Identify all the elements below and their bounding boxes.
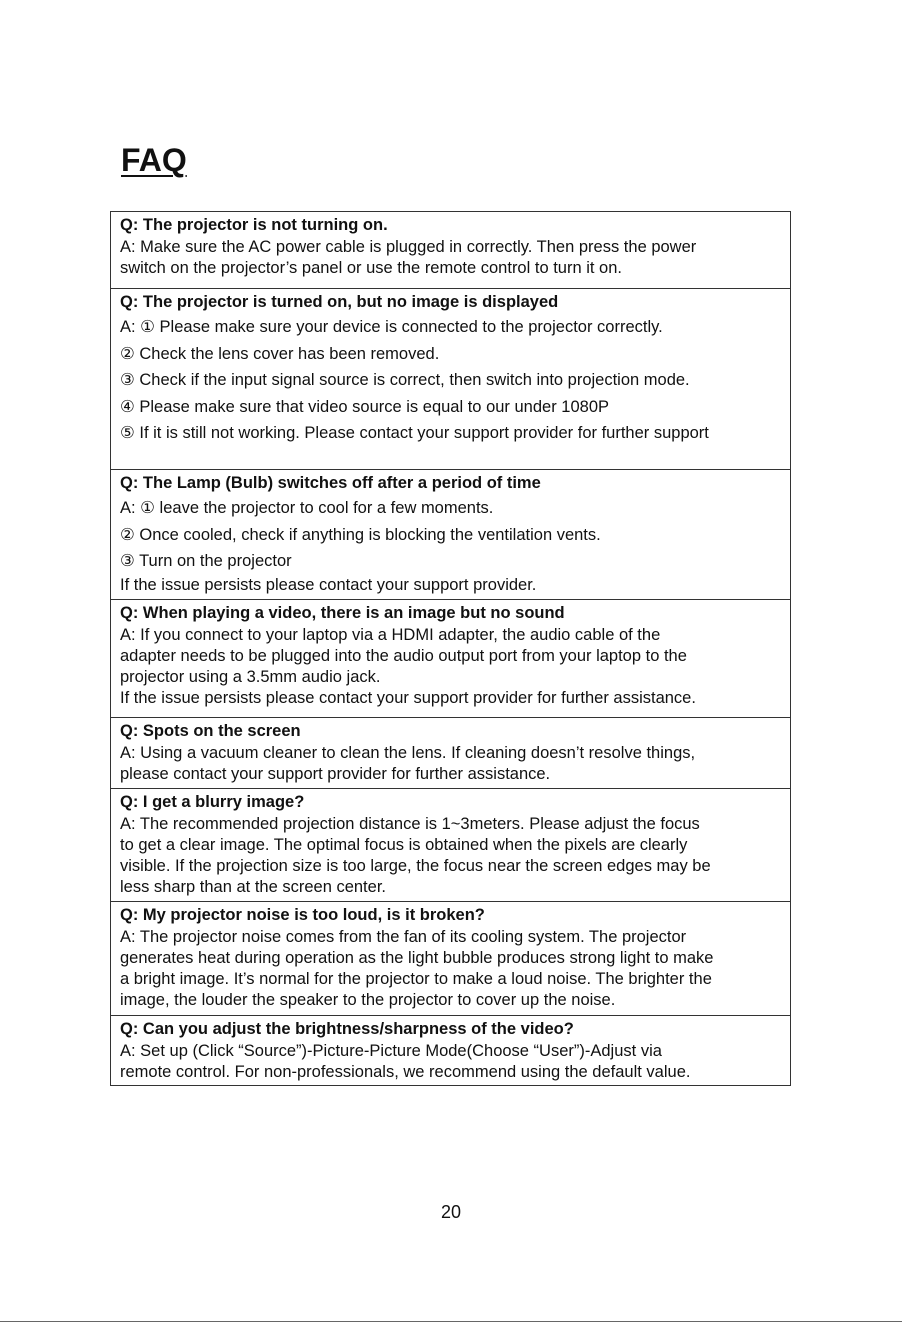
faq-question: Q: When playing a video, there is an image but no sound xyxy=(120,604,565,622)
faq-answer-line: A: Using a vacuum cleaner to clean the lens. If cleaning doesn’t resolve things, xyxy=(120,744,696,762)
faq-question: Q: Can you adjust the brightness/sharpness of the video? xyxy=(120,1020,574,1038)
faq-answer-line: adapter needs to be plugged into the audio output port from your laptop to the xyxy=(120,647,687,665)
faq-item-spots xyxy=(111,717,790,788)
faq-item-power xyxy=(111,212,790,288)
faq-answer-line: remote control. For non-professionals, we recommend using the default value. xyxy=(120,1063,691,1081)
faq-answer-line: switch on the projector’s panel or use the remote control to turn it on. xyxy=(120,259,622,277)
page-number: 20 xyxy=(440,1202,462,1222)
faq-answer-line: ③ Turn on the projector xyxy=(120,552,292,570)
faq-answer-line: generates heat during operation as the light bubble produces strong light to make xyxy=(120,949,714,967)
faq-answer-line: If the issue persists please contact your support provider for further assistance. xyxy=(120,689,696,707)
faq-answer-line: A: The projector noise comes from the fan of its cooling system. The projector xyxy=(120,928,687,946)
faq-table xyxy=(110,211,791,1086)
faq-item-noise xyxy=(111,901,790,1015)
faq-question: Q: The projector is not turning on. xyxy=(120,216,388,234)
faq-question: Q: The projector is turned on, but no image is displayed xyxy=(120,293,559,311)
faq-answer-line: less sharp than at the screen center. xyxy=(120,878,386,896)
faq-item-blurry xyxy=(111,788,790,901)
faq-item-lamp xyxy=(111,469,790,599)
faq-item-no-image xyxy=(111,288,790,469)
faq-answer-line: a bright image. It’s normal for the projector to make a loud noise. The brighter the xyxy=(120,970,712,988)
faq-item-brightness xyxy=(111,1015,790,1085)
faq-question: Q: The Lamp (Bulb) switches off after a period of time xyxy=(120,474,541,492)
faq-answer-line: A: Set up (Click “Source”)-Picture-Picture Mode(Choose “User”)-Adjust via xyxy=(120,1042,662,1060)
faq-answer-line: A: ① leave the projector to cool for a few moments. xyxy=(120,499,494,517)
faq-answer-line: ⑤ If it is still not working. Please contact your support provider for further support xyxy=(120,424,709,442)
footer-rule xyxy=(0,1321,902,1322)
faq-question: Q: My projector noise is too loud, is it broken? xyxy=(120,906,485,924)
faq-answer-line: ② Once cooled, check if anything is blocking the ventilation vents. xyxy=(120,525,601,544)
faq-answer-line: to get a clear image. The optimal focus is obtained when the pixels are clearly xyxy=(120,836,688,854)
faq-answer-line: ③ Check if the input signal source is correct, then switch into projection mode. xyxy=(120,371,690,389)
faq-question: Q: I get a blurry image? xyxy=(120,793,305,811)
faq-answer-line: A: ① Please make sure your device is connected to the projector correctly. xyxy=(120,318,663,336)
faq-answer-line: image, the louder the speaker to the projector to cover up the noise. xyxy=(120,991,616,1009)
faq-answer-line: ② Check the lens cover has been removed. xyxy=(120,344,440,363)
faq-answer-line: projector using a 3.5mm audio jack. xyxy=(120,668,381,686)
page-heading: FAQ xyxy=(121,142,187,178)
faq-answer-line: visible. If the projection size is too large, the focus near the screen edges may be xyxy=(120,857,711,875)
faq-answer-line: If the issue persists please contact your support provider. xyxy=(120,575,537,594)
faq-answer-line: please contact your support provider for further assistance. xyxy=(120,765,551,783)
faq-answer-line: A: The recommended projection distance is 1~3meters. Please adjust the focus xyxy=(120,815,700,833)
faq-question: Q: Spots on the screen xyxy=(120,722,301,740)
faq-answer-line: A: If you connect to your laptop via a HDMI adapter, the audio cable of the xyxy=(120,626,661,644)
faq-item-no-sound xyxy=(111,599,790,717)
faq-answer-line: A: Make sure the AC power cable is plugged in correctly. Then press the power xyxy=(120,238,697,256)
faq-answer-line: ④ Please make sure that video source is equal to our under 1080P xyxy=(120,397,609,416)
